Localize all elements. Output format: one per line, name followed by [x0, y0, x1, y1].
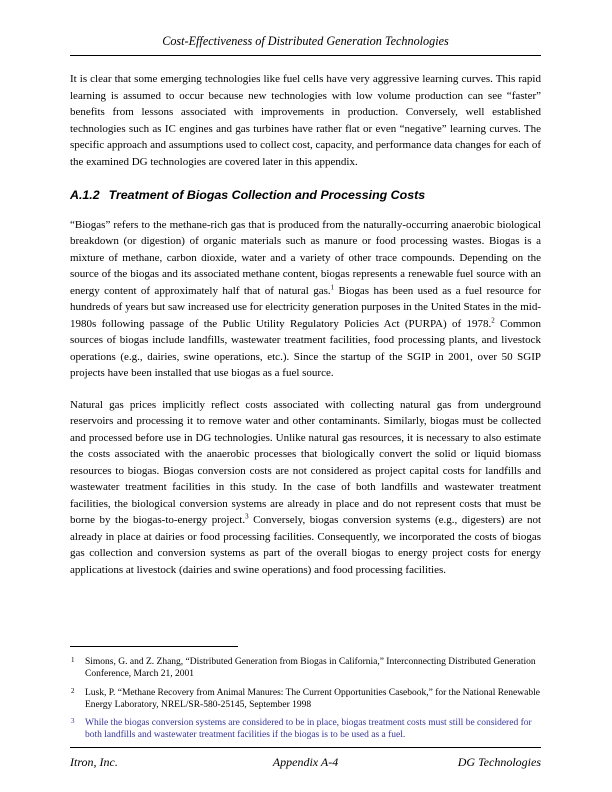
footer-page-label: Appendix A-4	[272, 755, 339, 769]
paragraph-2	[70, 217, 541, 382]
paragraph-1: It is clear that some emerging technologies like fuel cells have very aggressive learning curves. This rapid learning is assumed to occur because new technologies with low volume production can see “faster” benefits from lessons associated with improvements in production. Conversely, well established technologies such as IC engines and gas turbines have rather flat or even “negative” learning curves. The specific approach and assumptions used to collect cost, capacity, and performance data changes for each of the examined DG technologies are covered later in this appendix.	[70, 73, 541, 168]
footnote-3	[70, 717, 541, 742]
paragraph-3-text: Conversely, biogas conversion systems (e.g., digesters) are not already in place at dairies or food processing facilities. Consequently, we incorporated the costs of biogas gas collection and conversion systems as part of the overall biogas to energy project costs for energy applications at livestock (dairies and swine operations) and food processing facilities.	[70, 514, 541, 576]
footer-section: DG Technologies	[457, 755, 541, 769]
footnotes-section	[70, 646, 541, 748]
paragraph-3-text: Natural gas prices implicitly reflect costs associated with collecting natural gas from underground reservoirs and processing it to remove water and other contaminants. Similarly, biogas must be collected and processed before use in DG technologies. Unlike natural gas resources, it is necessary to also estimate the costs associated with the anaerobic processes that biologically convert the solid or liquid biomass resources to biogas. Biogas conversion costs are not considered as project capital costs for landfills and wastewater treatment facilities in this study. In the case of both landfills and wastewater treatment facilities, the biological conversion systems are already in place and do not represent costs that must be borne by the biogas-to-energy project.	[70, 398, 541, 526]
footer-company: Itron, Inc.	[70, 755, 118, 769]
section-title: Treatment of Biogas Collection and Processing Costs	[108, 188, 426, 202]
paragraph-2-text: Biogas has been used as a fuel resource for hundreds of years but saw increased use for electricity generation purposes in the United States in the mid-1980s following passage of the Public Utility Regulatory Policies Act (PURPA) of 1978.	[70, 284, 541, 330]
footnote-1	[70, 656, 541, 681]
footnote-ref-2: 2	[491, 315, 495, 324]
footnote-2	[70, 687, 541, 712]
paragraph-3	[70, 397, 541, 579]
section-heading	[70, 187, 541, 204]
page-footer	[70, 747, 541, 770]
paragraph-2-text: Common sources of biogas include landfills, wastewater treatment facilities, food processing plants, and livestock operations (e.g., dairies, swine operations, etc.). Since the startup of the SGIP in 2001, over 50 SGIP projects have been installed that use biogas as a fuel source.	[70, 317, 541, 379]
footnote-text: Lusk, P. “Methane Recovery from Animal Manures: The Current Opportunities Casebook,” for the National Renewable Energy Laboratory, NREL/SR-580-25145, September 1998	[85, 687, 540, 710]
footnote-text: While the biogas conversion systems are considered to be in place, biogas treatment costs must still be considered for both landfills and wastewater treatment facilities if the biogas is to be used as a fuel.	[85, 718, 532, 741]
page-body	[70, 71, 541, 593]
section-number: A.1.2	[70, 188, 100, 202]
footnote-ref-1: 1	[330, 282, 335, 291]
footnote-number: 3	[71, 717, 75, 726]
page-header	[70, 34, 541, 56]
footnote-text: Simons, G. and Z. Zhang, “Distributed Generation from Biogas in California,” Interconnecting Distributed Generation Conference, March 21, 2001	[85, 657, 536, 680]
footnote-separator-rule	[70, 646, 238, 647]
footnote-number: 1	[71, 656, 75, 664]
running-title: Cost-Effectiveness of Distributed Generation Technologies	[162, 34, 449, 48]
footnote-ref-3: 3	[245, 512, 249, 521]
footnote-number: 2	[71, 686, 75, 695]
paragraph-2-text: “Biogas” refers to the methane-rich gas that is produced from the naturally-occurring anaerobic biological breakdown (or digestion) of organic materials such as manure or food processing wastes. Biogas is a mixture of methane, carbon dioxide, water and a variety of other trace compounds. Depending on the source of the biogas and its associated methane content, biogas represents a renewable fuel source with an energy content of approximately half that of natural gas.	[70, 218, 541, 297]
